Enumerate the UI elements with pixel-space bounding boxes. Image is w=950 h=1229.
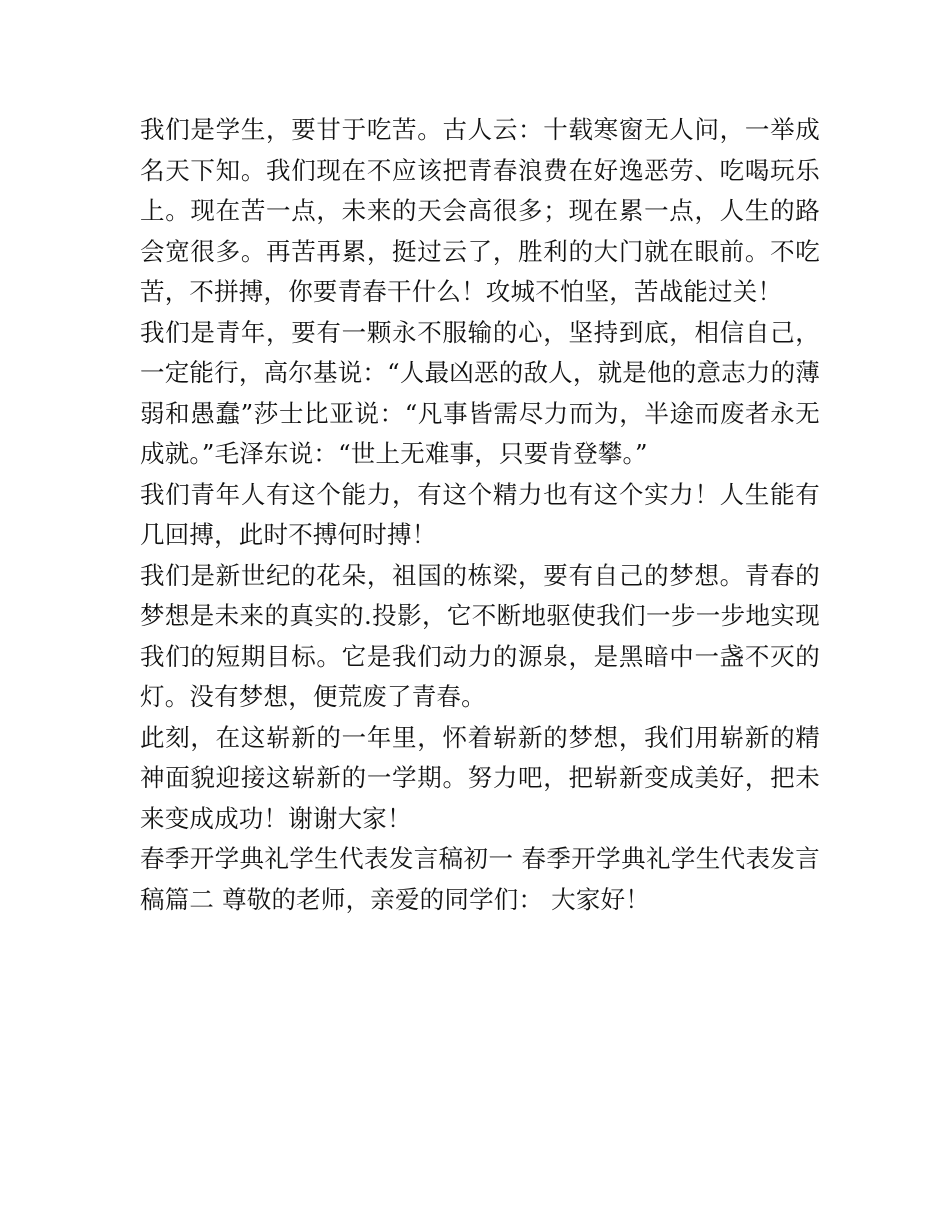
- paragraph-youth-ability: 我们青年人有这个能力，有这个精力也有这个实力！人生能有几回搏，此时不搏何时搏！: [140, 479, 820, 549]
- paragraph-hard-work: 我们是学生，要甘于吃苦。古人云：十载寒窗无人问，一举成名天下知。我们现在不应该把青春浪费在好逸恶劳、吃喝玩乐上。现在苦一点，未来的天会高很多；现在累一点，人生的路会宽很多。再苦再累，挺过云了，胜利的大门就在眼前。不吃苦，不拼搏，你要青春干什么！攻城不怕坚，苦战能过关！: [140, 115, 820, 306]
- paragraph-new-semester: 此刻，在这崭新的一年里，怀着崭新的梦想，我们用崭新的精神面貌迎接这崭新的一学期。努力吧，把崭新变成美好，把未来变成成功！谢谢大家！: [140, 722, 820, 833]
- paragraph-dreams: 我们是新世纪的花朵，祖国的栋梁，要有自己的梦想。青春的梦想是未来的真实的.投影，它不断地驱使我们一步一步地实现我们的短期目标。它是我们动力的源泉，是黑暗中一盏不灭的灯。没有梦想，便荒废了青春。: [140, 560, 820, 711]
- paragraph-never-give-up: 我们是青年，要有一颗永不服输的心，坚持到底，相信自己，一定能行，高尔基说：“人最凶恶的敌人，就是他的意志力的薄弱和愚蠢”莎士比亚说：“凡事皆需尽力而为，半途而废者永无成就。”毛泽东说：“世上无难事，只要肯登攀。”: [140, 317, 820, 468]
- document-page: [140, 110, 820, 920]
- paragraph-next-speech-heading: 春季开学典礼学生代表发言稿初一 春季开学典礼学生代表发言稿篇二 尊敬的老师，亲爱的同学们： 大家好！: [140, 844, 820, 914]
